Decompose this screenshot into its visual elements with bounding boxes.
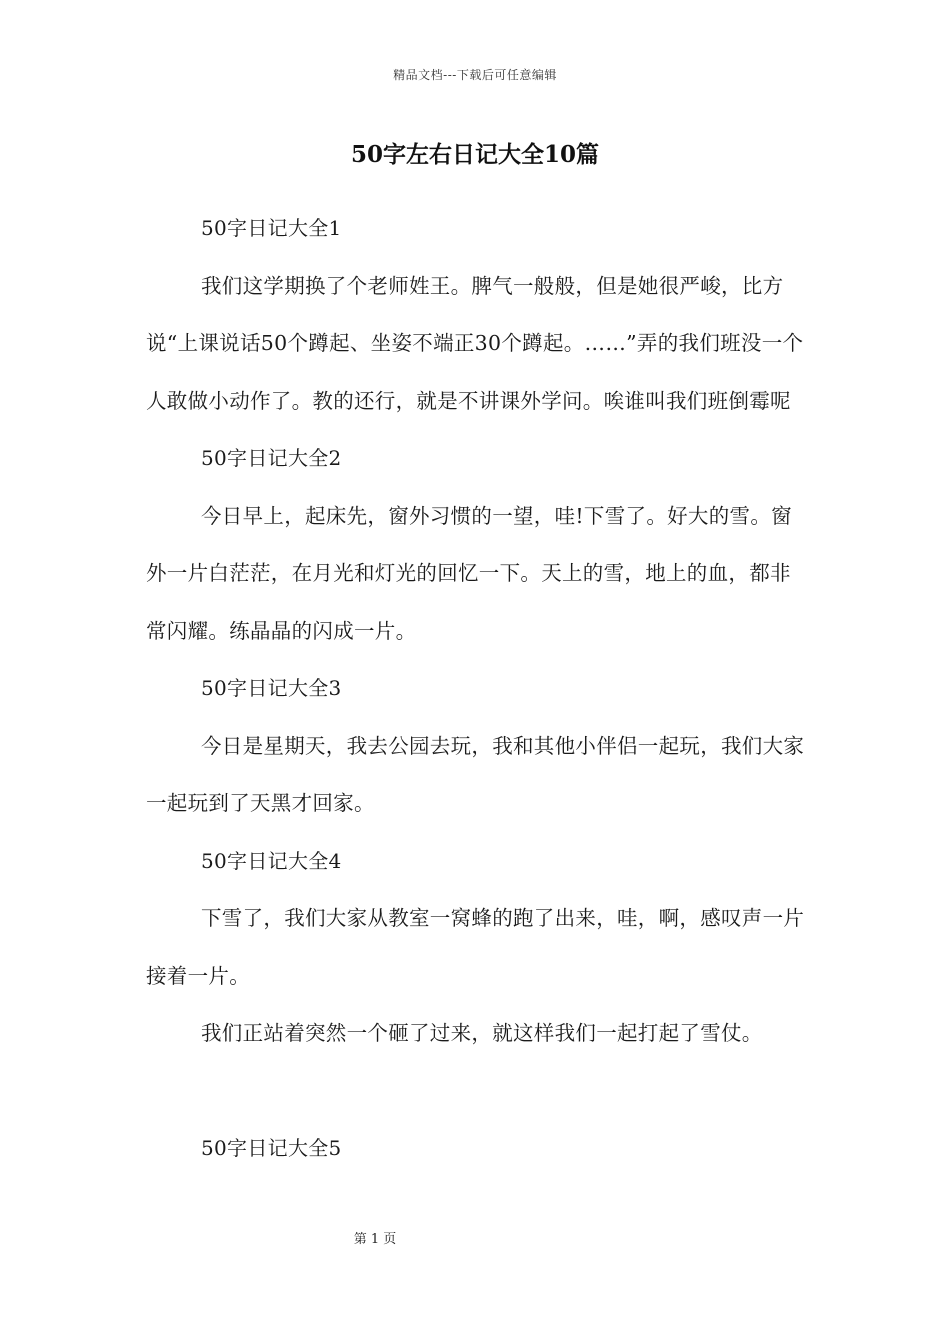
section-heading: 50字日记大全3 bbox=[201, 676, 342, 700]
section-paragraph: 我们正站着突然一个砸了过来，就这样我们一起打起了雪仗。 bbox=[201, 1021, 763, 1045]
section-heading: 50字日记大全4 bbox=[201, 848, 342, 873]
section-heading: 50字日记大全5 bbox=[201, 1135, 342, 1160]
blank-line bbox=[146, 1063, 811, 1120]
section-paragraph: 下雪了，我们大家从教室一窝蜂的跑了出来，哇，啊，感叹声一片接着一片。 bbox=[146, 906, 805, 988]
page-header: 精品文档---下载后可任意编辑 bbox=[393, 68, 557, 82]
section-paragraph: 今日是星期天，我去公园去玩，我和其他小伴侣一起玩，我们大家一起玩到了天黑才回家。 bbox=[146, 733, 805, 815]
page-number: 第 1 页 bbox=[353, 1232, 397, 1247]
document-body bbox=[146, 200, 811, 1177]
section-heading: 50字日记大全1 bbox=[201, 216, 342, 240]
section-paragraph: 今日早上，起床先，窗外习惯的一望，哇!下雪了。好大的雪。窗外一片白茫茫，在月光和灯光的回忆一下。天上的雪，地上的血，都非常闪耀。练晶晶的闪成一片。 bbox=[146, 503, 792, 643]
section-paragraph: 我们这学期换了个老师姓王。脾气一般般，但是她很严峻，比方说“上课说话50个蹲起、坐姿不端正30个蹲起。……”弄的我们班没一个人敢做小动作了。教的还行，就是不讲课外学问。唉谁叫我们班倒霉呢 bbox=[146, 273, 804, 413]
document-title: 50字左右日记大全10篇 bbox=[350, 141, 599, 168]
section-heading: 50字日记大全2 bbox=[201, 446, 342, 470]
